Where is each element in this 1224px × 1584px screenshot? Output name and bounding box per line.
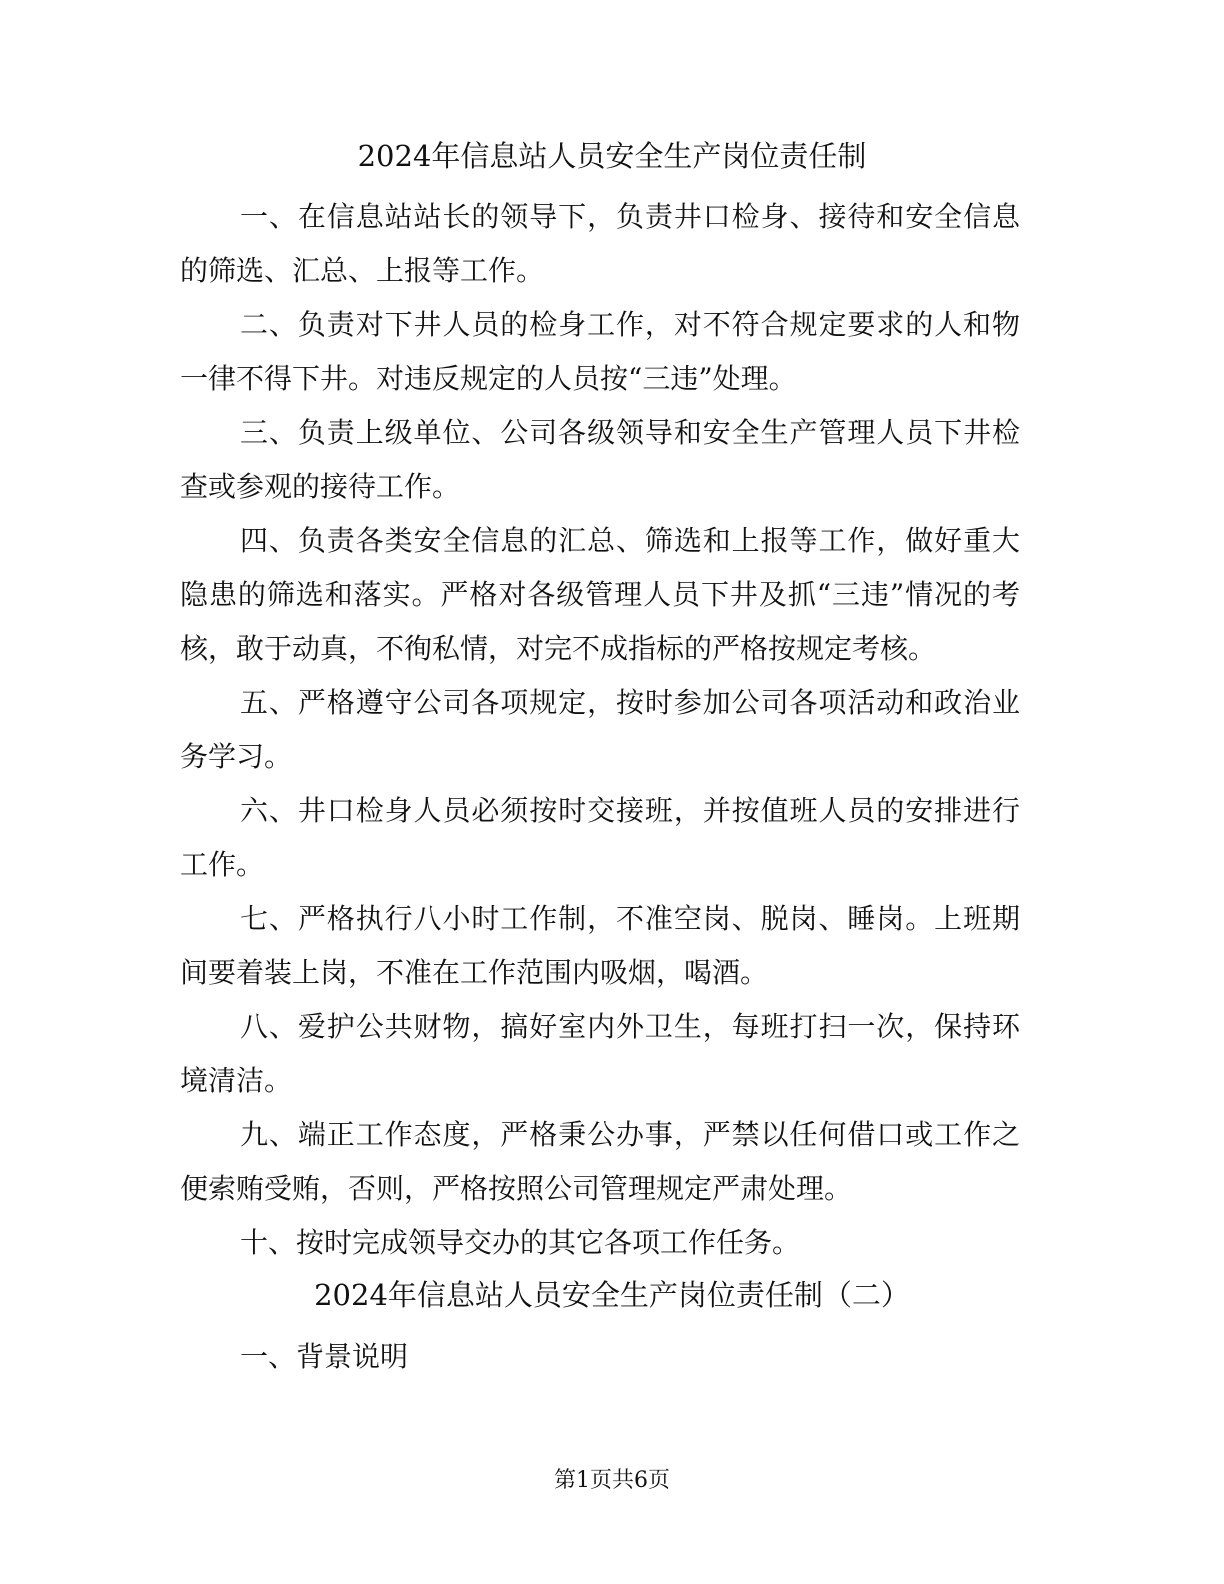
paragraph-7: 七、严格执行八小时工作制，不准空岗、脱岗、睡岗。上班期间要着装上岗，不准在工作范围内吸烟，喝酒。: [180, 902, 1020, 989]
section-heading: 一、背景说明: [240, 1340, 409, 1373]
section-title-2: 2024年信息站人员安全生产岗位责任制（二）: [314, 1278, 910, 1312]
paragraph-1: 一、在信息站站长的领导下，负责井口检身、接待和安全信息的筛选、汇总、上报等工作。: [180, 200, 1020, 287]
paragraph-2: 二、负责对下井人员的检身工作，对不符合规定要求的人和物一律不得下井。对违反规定的人员按“三违”处理。: [180, 308, 1020, 395]
paragraph-10: 十、按时完成领导交办的其它各项工作任务。: [240, 1226, 801, 1259]
paragraph-9: 九、端正工作态度，严格秉公办事，严禁以任何借口或工作之便索贿受贿，否则，严格按照公司管理规定严肃处理。: [180, 1118, 1020, 1205]
paragraph-5: 五、严格遵守公司各项规定，按时参加公司各项活动和政治业务学习。: [180, 686, 1020, 773]
document-title: 2024年信息站人员安全生产岗位责任制: [357, 139, 867, 173]
paragraph-6: 六、井口检身人员必须按时交接班，并按值班人员的安排进行工作。: [180, 794, 1020, 881]
paragraph-4: 四、负责各类安全信息的汇总、筛选和上报等工作，做好重大隐患的筛选和落实。严格对各级管理人员下井及抓“三违”情况的考核，敢于动真，不徇私情，对完不成指标的严格按规定考核。: [180, 524, 1020, 665]
paragraph-8: 八、爱护公共财物，搞好室内外卫生，每班打扫一次，保持环境清洁。: [180, 1010, 1020, 1097]
page-number: 第1页共6页: [554, 1468, 670, 1493]
paragraph-3: 三、负责上级单位、公司各级领导和安全生产管理人员下井检查或参观的接待工作。: [180, 416, 1020, 503]
